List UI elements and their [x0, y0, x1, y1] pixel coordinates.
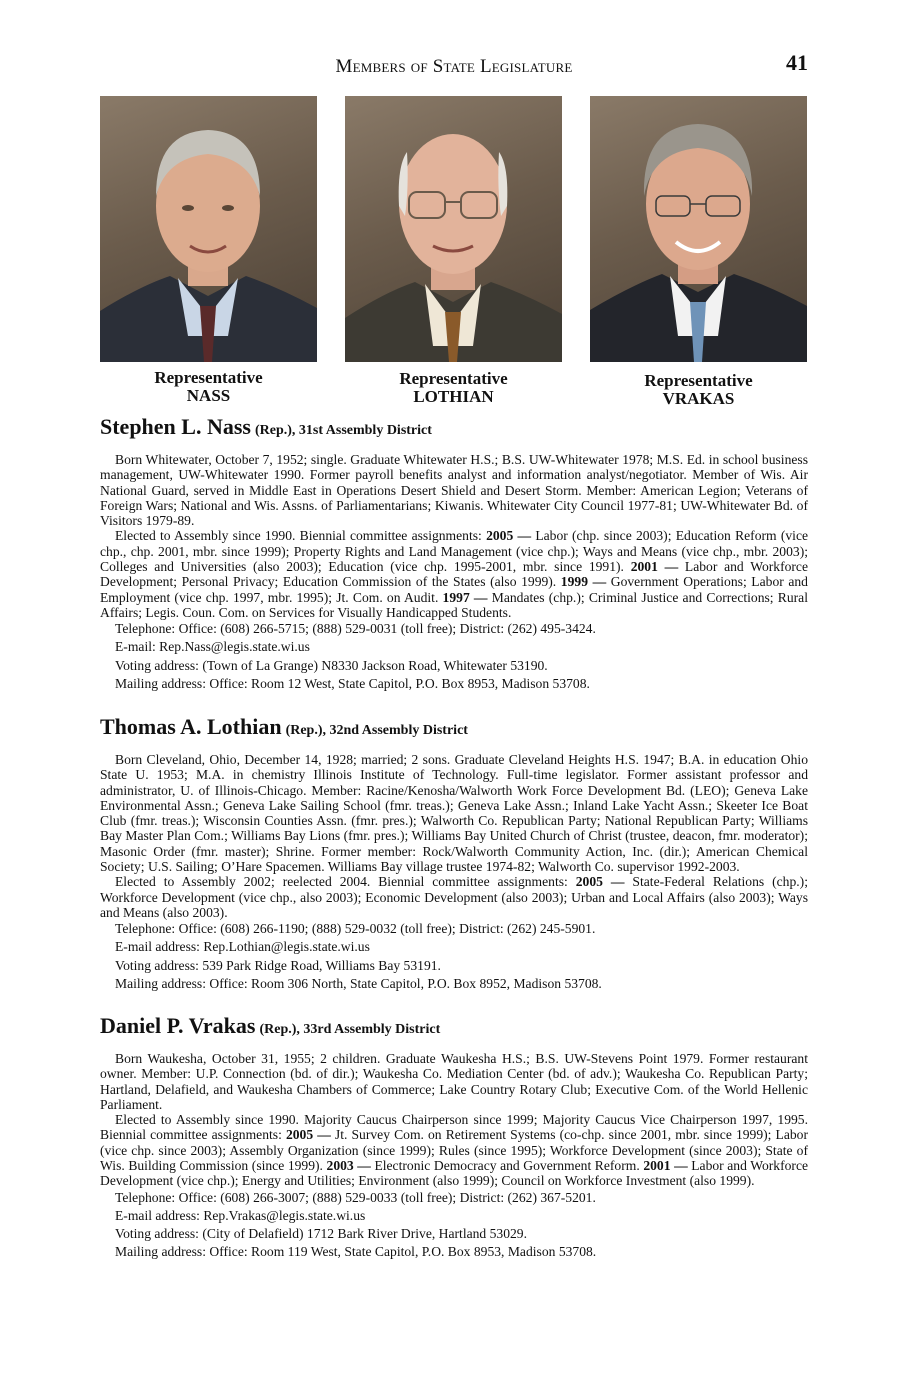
caption-nass — [100, 369, 317, 405]
caption-line1: Representative — [644, 371, 753, 390]
page-number: 41 — [786, 50, 808, 75]
service-text: Mandates (chp.); Criminal Justice and Corrections; Rural Affairs; Legis. Coun. Com. on Services for Visually Handicapped Students. — [100, 589, 808, 620]
caption-lothian — [345, 370, 562, 406]
member-name: Daniel P. Vrakas — [100, 1013, 256, 1038]
member-bio: Born Cleveland, Ohio, December 14, 1928; married; 2 sons. Graduate Cleveland Heights H.S. 1947; B.A. in education Ohio State U. 1953; M.A. in chemistry Illinois Institute of Technology. Full-time legislator. Former assistant professor and administrator, U. of Illinois-Chicago. Member: Racine/Kenosha/Walworth Work Force Development Bd. (LEO); Geneva Lake Environmental Assn.; Geneva Lake Sailing School (fmr. treas.); Geneva Lake Assn.; Inland Lake Yacht Assn.; Skeeter Ice Boat Club (fmr. treas.); Wisconsin Counties Assn. (fmr. pres.); Walworth Co. Republican Party; National Republican Party; Williams Bay Master Plan Com.; Williams Bay Lions (fmr. pres.); Williams Bay United Church of Christ (trustee, deacon, fmr. moderator); Masonic Order (fmr. master); Shrine. Former member: Rock/Walworth Community Action, Inc. (dir.); American Chemical Society; U.S. Sailing; O’Hare Spacemen. Williams Bay village trustee 1974-82; Walworth Co. supervisor 1992-2003. — [100, 752, 808, 875]
member-service — [100, 1112, 808, 1188]
session-year-label: 1997 — — [442, 589, 488, 605]
member-bio: Born Whitewater, October 7, 1952; single. Graduate Whitewater H.S.; B.S. UW-Whitewater 1978; M.S. Ed. in school business management, UW-Whitewater 1990. Former payroll benefits analyst and information analyst/negotiator. Member of Wis. Air National Guard, served in Middle East in Operations Desert Shield and Desert Storm. Member: American Legion; Veterans of Foreign Wars; National and Wis. Assns. of Parliamentarians; Kiwanis. Whitewater City Council 1977-81; UW-Whitewater Bd. of Visitors 1979-89. — [100, 452, 808, 529]
caption-line2: LOTHIAN — [413, 387, 494, 406]
member-service — [100, 874, 808, 920]
member-bio: Born Waukesha, October 31, 1955; 2 children. Graduate Waukesha H.S.; B.S. UW-Stevens Point 1979. Former restaurant owner. Member: U.P. Connection (bd. of dir.); Waukesha Co. Mediation Center (bd. of adv.); Waukesha Co. Republican Party; Hartland, Delafield, and Waukesha Chambers of Commerce; Lake Country Rotary Club; Executive Com. of the World Hellenic Parliament. — [100, 1051, 808, 1112]
caption-line1: Representative — [154, 368, 263, 387]
member-name: Stephen L. Nass — [100, 414, 251, 439]
portrait-vrakas — [590, 96, 807, 362]
member-entry-nass — [100, 414, 808, 693]
service-text: Jt. Survey Com. on Retirement Systems (co-chp. since 2001, mbr. since 1999); Labor (vice chp. since 2003); Assembly Organization (since 1999); Rules (since 1995); Workforce Development (since 2003); State of Wis. Building Commission (since 1999). — [100, 1127, 808, 1174]
member-telephone: Telephone: Office: (608) 266-5715; (888) 529-0031 (toll free); District: (262) 495-3424. — [115, 621, 596, 637]
session-year-label: 2001 — — [630, 559, 679, 575]
session-year-label: 2003 — — [326, 1158, 371, 1174]
member-entry-vrakas — [100, 1013, 808, 1261]
service-text: Elected to Assembly since 1990. Majority Caucus Chairperson since 1999; Majority Caucus Vice Chairperson 1997, 1995. Biennial committee assignments: — [100, 1112, 808, 1143]
portrait-lothian — [345, 96, 562, 362]
member-heading — [100, 714, 808, 744]
member-party-district: (Rep.), 31st Assembly District — [254, 423, 432, 438]
member-telephone: Telephone: Office: (608) 266-1190; (888) 529-0032 (toll free); District: (262) 245-5901. — [115, 921, 596, 937]
member-voting-address: Voting address: (Town of La Grange) N8330 Jackson Road, Whitewater 53190. — [115, 657, 548, 673]
service-text: State-Federal Relations (chp.); Workforce Development (vice chp., also 2003); Economic Development (also 2003); Urban and Local Affairs (also 2003); Ways and Means (also 2003). — [100, 874, 808, 920]
member-heading — [100, 414, 808, 444]
portrait-nass — [100, 96, 317, 362]
portrait-vrakas-figure — [590, 96, 807, 362]
member-voting-address: Voting address: (City of Delafield) 1712 Bark River Drive, Hartland 53029. — [115, 1226, 528, 1242]
member-mailing-address: Mailing address: Office: Room 119 West, State Capitol, P.O. Box 8953, Madison 53708. — [115, 1244, 597, 1260]
service-text: Labor and Workforce Development (vice chp.); Energy and Utilities; Environment (also 1999); Council on Workforce Investment (also 1999). — [100, 1158, 809, 1189]
caption-line2: NASS — [186, 386, 231, 405]
service-text: Labor (chp. since 2003); Education Reform (vice chp., chp. 2001, mbr. since 1999); Property Rights and Land Management (vice chp.); Ways and Means (vice chp., mbr. 2003); Colleges and Universities (also 2003); Education (vice chp. 1995-2001, mbr. since 1991). — [100, 528, 809, 575]
caption-vrakas — [590, 372, 807, 408]
session-year-label: 2001 — — [643, 1158, 688, 1174]
member-service — [100, 528, 808, 620]
portrait-nass-figure — [100, 96, 317, 362]
member-email: E-mail: Rep.Nass@legis.state.wi.us — [115, 639, 310, 655]
member-email: E-mail address: Rep.Lothian@legis.state.wi.us — [115, 939, 370, 955]
session-year-label: 2005 — — [285, 1127, 331, 1143]
service-text: Elected to Assembly since 1990. Biennial committee assignments: — [115, 528, 487, 544]
member-name: Thomas A. Lothian — [100, 714, 282, 739]
member-mailing-address: Mailing address: Office: Room 306 North, State Capitol, P.O. Box 8952, Madison 53708. — [115, 975, 602, 991]
member-heading — [100, 1013, 808, 1043]
member-mailing-address: Mailing address: Office: Room 12 West, State Capitol, P.O. Box 8953, Madison 53708. — [115, 675, 590, 691]
service-text: Electronic Democracy and Government Reform. — [370, 1158, 644, 1174]
running-head — [100, 50, 808, 84]
member-telephone: Telephone: Office: (608) 266-3007; (888) 529-0033 (toll free); District: (262) 367-5201. — [115, 1189, 596, 1205]
member-email: E-mail address: Rep.Vrakas@legis.state.wi.us — [115, 1207, 366, 1223]
member-voting-address: Voting address: 539 Park Ridge Road, Williams Bay 53191. — [115, 957, 441, 973]
session-year-label: 2005 — — [486, 528, 532, 544]
member-entry-lothian — [100, 714, 808, 993]
session-year-label: 2005 — — [575, 874, 625, 890]
service-text: Labor and Workforce Development; Personal Privacy; Education Commission of the States (also 1999). — [100, 559, 808, 590]
caption-line1: Representative — [399, 369, 508, 388]
session-year-label: 1999 — — [560, 574, 607, 590]
service-text: Government Operations; Labor and Employment (vice chp. 1997, mbr. 1995); Jt. Com. on Audit. — [100, 574, 808, 605]
portrait-lothian-figure — [345, 96, 562, 362]
caption-line2: VRAKAS — [662, 389, 735, 408]
service-text: Elected to Assembly 2002; reelected 2004. Biennial committee assignments: — [115, 874, 576, 890]
member-party-district: (Rep.), 32nd Assembly District — [285, 723, 468, 738]
running-title: Members of State Legislature — [335, 56, 573, 77]
member-party-district: (Rep.), 33rd Assembly District — [259, 1022, 441, 1037]
